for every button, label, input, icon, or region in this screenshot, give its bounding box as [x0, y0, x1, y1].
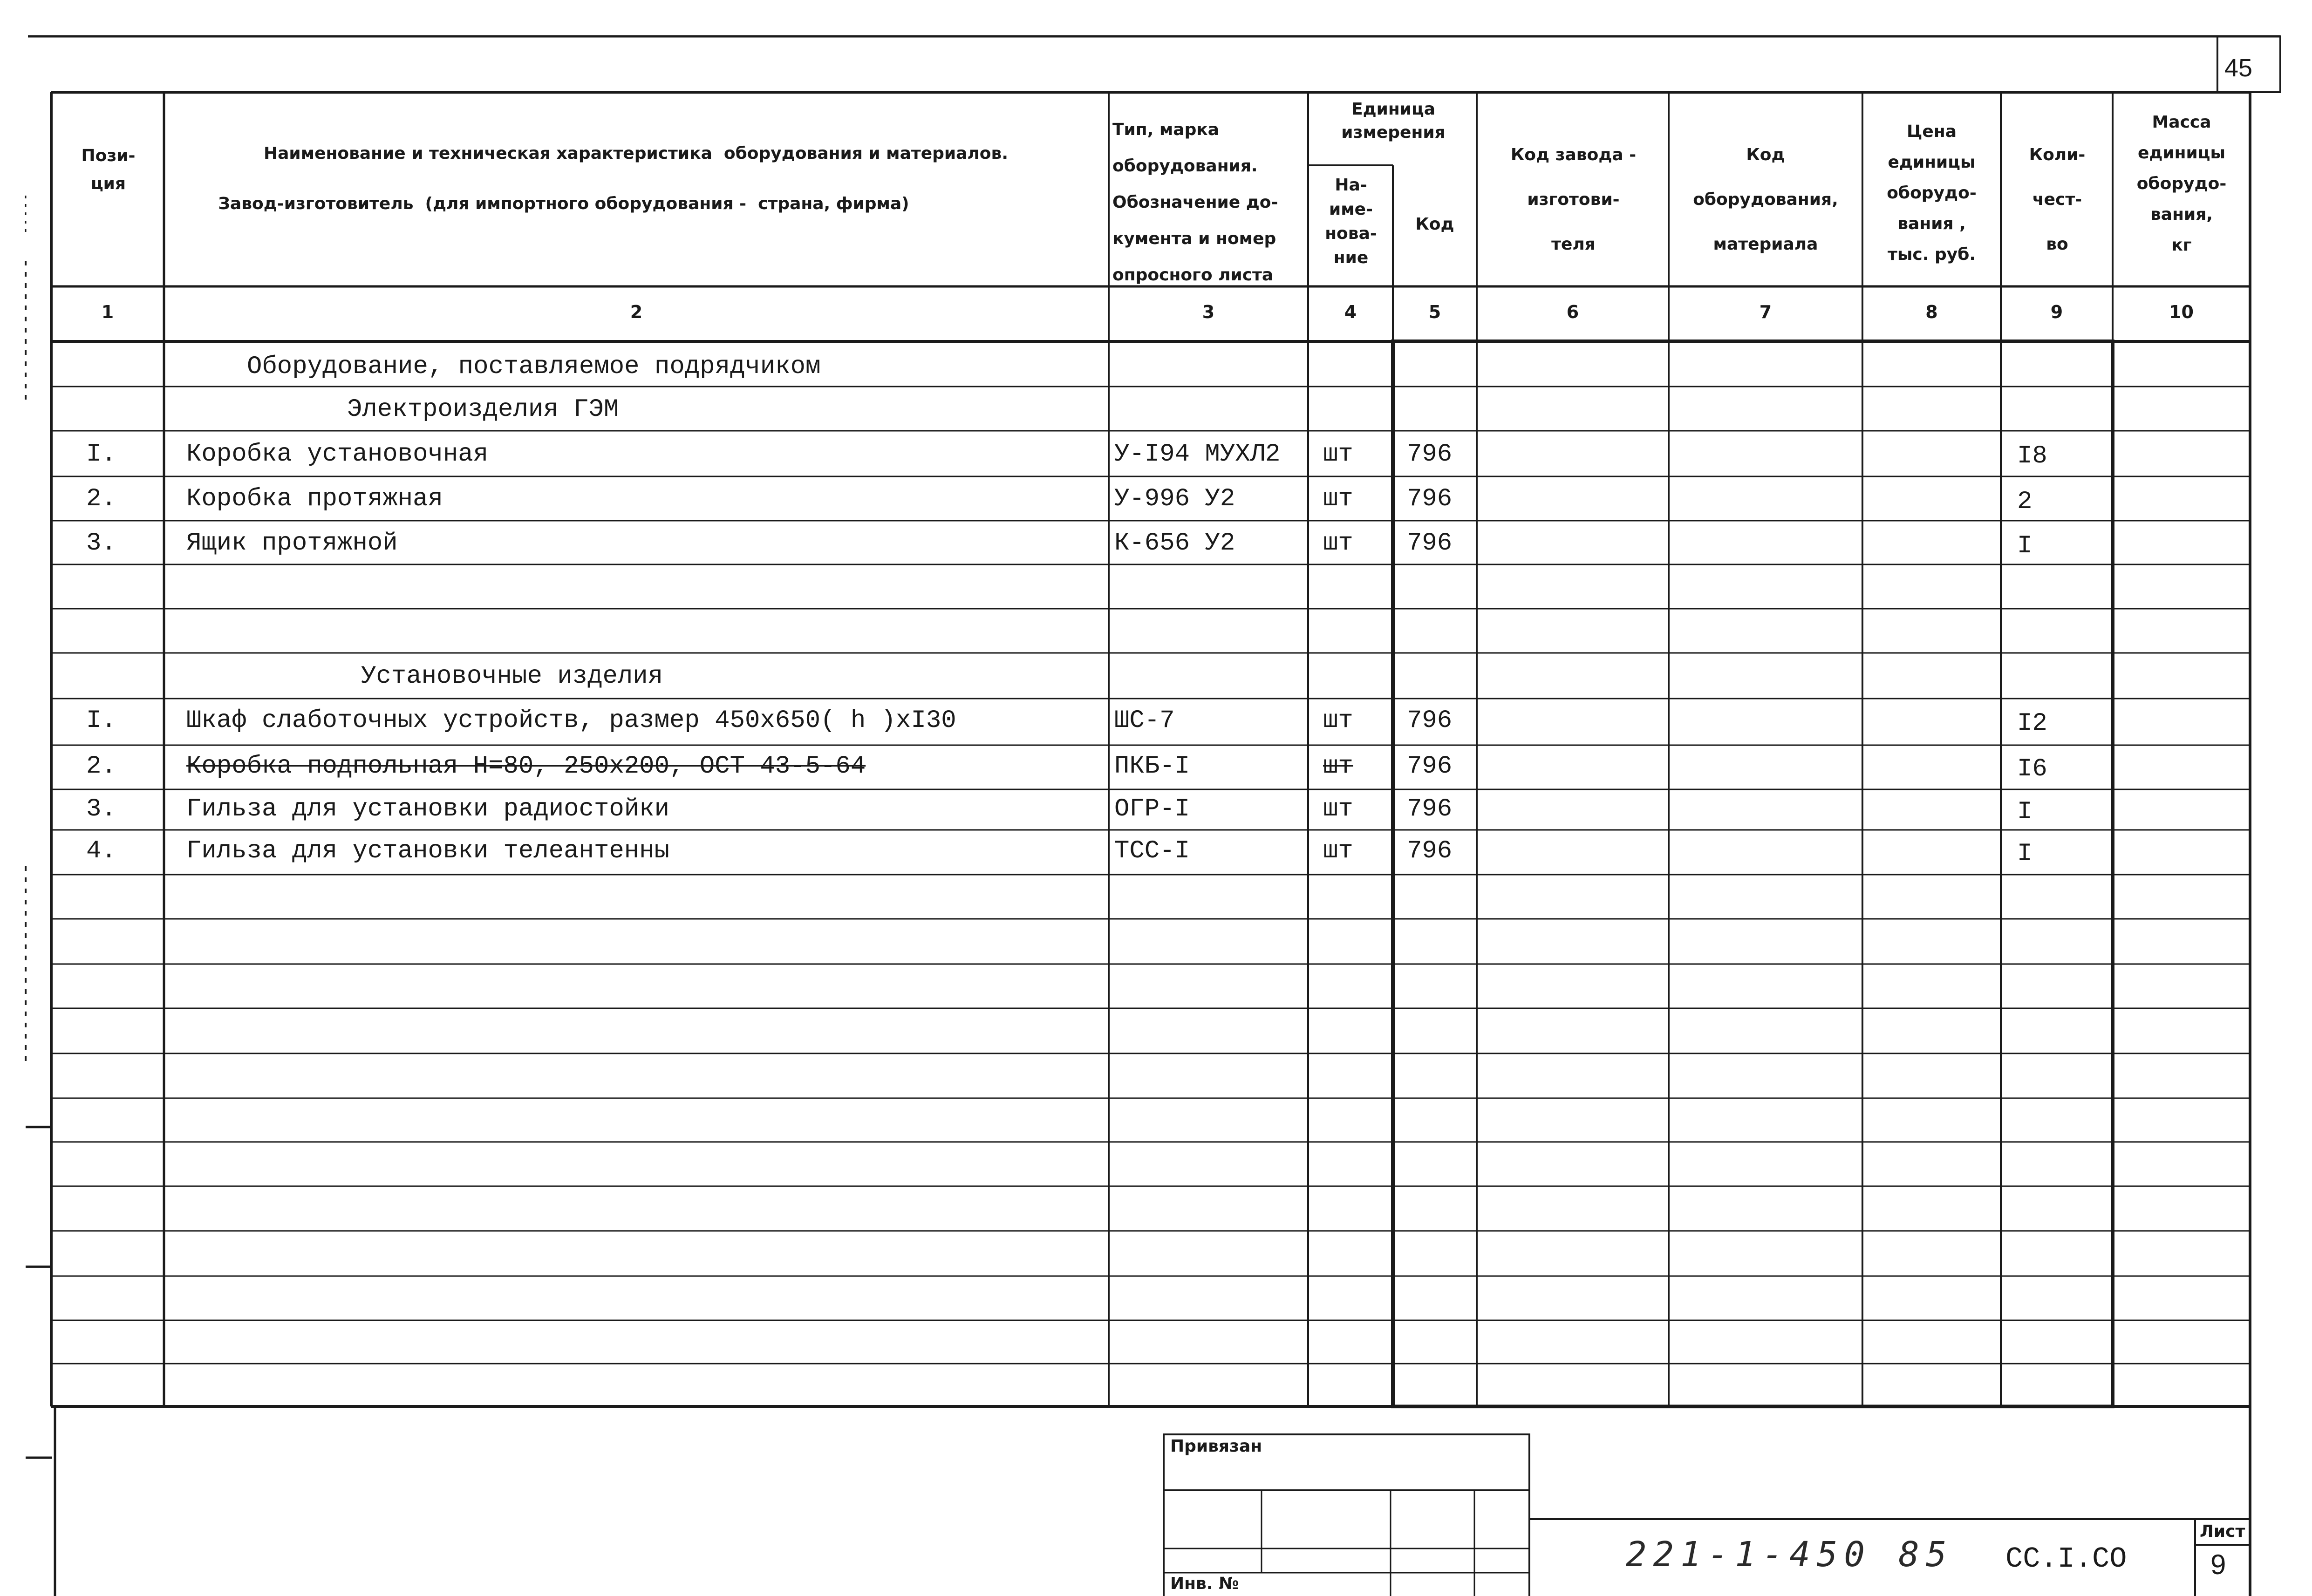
row-type: ШС-7	[1114, 706, 1175, 735]
row-type: ОГР-I	[1114, 795, 1190, 823]
stamp-sheet-number: 9	[2210, 1549, 2226, 1580]
header-type: Тип, марка оборудования. Обозначение до- кумента и номер опросного листа	[1112, 120, 1278, 285]
header-unit-group: Единица измерения	[1341, 100, 1446, 142]
row-unit: шт	[1323, 440, 1353, 469]
row-code: 796	[1407, 485, 1453, 513]
row-unit: шт	[1323, 706, 1353, 735]
header-mass: Масса единицы оборудо- вания, кг	[2136, 113, 2227, 255]
row-position: I.	[86, 440, 116, 469]
row-name: Коробка установочная	[186, 440, 489, 469]
row-qty: I2	[2017, 709, 2047, 738]
row-name: Шкаф слаботочных устройств, размер 450х650( h )хI30	[186, 706, 956, 735]
row-type: У-996 У2	[1114, 485, 1235, 513]
row-unit: шт	[1323, 795, 1353, 823]
header-quantity: Коли- чест- во	[2029, 145, 2086, 254]
page-number: 45	[2224, 54, 2253, 82]
row-type: К-656 У2	[1114, 529, 1235, 557]
section-title-electro: Электроизделия ГЭМ	[347, 395, 619, 424]
row-qty: I	[2017, 840, 2032, 868]
row-code: 796	[1407, 529, 1453, 557]
row-type: ПКБ-I	[1114, 752, 1190, 781]
row-unit: шт	[1323, 529, 1353, 557]
stamp-designation: СС.I.СО	[2005, 1542, 2127, 1576]
row-unit: шт	[1323, 752, 1353, 781]
header-factory-code: Код завода - изготови- теля	[1510, 145, 1637, 254]
column-number-4: 4	[1344, 302, 1357, 322]
row-name: Коробка подпольная Н=80, 250х200, ОСТ 43-5-64	[186, 752, 866, 781]
column-number-5: 5	[1428, 302, 1441, 322]
row-qty: I	[2017, 798, 2032, 826]
column-number-10: 10	[2169, 302, 2194, 322]
row-name: Гильза для установки телеантенны	[186, 837, 669, 865]
header-equipment-code: Код оборудования, материала	[1693, 145, 1838, 254]
column-number-3: 3	[1202, 302, 1215, 322]
row-unit: шт	[1323, 837, 1353, 865]
header-name-line2: Завод-изготовитель (для импортного оборудования - страна, фирма)	[218, 194, 909, 213]
section-title-install: Установочные изделия	[361, 662, 663, 691]
column-number-7: 7	[1759, 302, 1772, 322]
row-position: 4.	[86, 837, 116, 865]
row-name: Гильза для установки радиостойки	[186, 795, 669, 823]
column-number-9: 9	[2050, 302, 2063, 322]
stamp-doc-code: 221-1-450 85	[1626, 1535, 1953, 1575]
row-qty: I8	[2017, 442, 2047, 470]
header-position: Пози- ция	[81, 146, 136, 193]
header-name-line1: Наименование и техническая характеристика оборудования и материалов.	[264, 144, 1008, 163]
row-name: Ящик протяжной	[186, 529, 398, 557]
stamp-sheet-label: Лист	[2200, 1522, 2245, 1541]
row-position: 3.	[86, 795, 116, 823]
column-number-2: 2	[630, 302, 643, 322]
row-position: 2.	[86, 485, 116, 513]
row-position: 3.	[86, 529, 116, 557]
row-name: Коробка протяжная	[186, 485, 443, 513]
row-code: 796	[1407, 706, 1453, 735]
column-number-8: 8	[1925, 302, 1938, 322]
row-qty: 2	[2017, 488, 2032, 516]
row-qty: I6	[2017, 755, 2047, 783]
row-type: У-I94 МУХЛ2	[1114, 440, 1281, 469]
row-code: 796	[1407, 795, 1453, 823]
row-qty: I	[2017, 532, 2032, 560]
row-type: ТСС-I	[1114, 837, 1190, 865]
row-position: 2.	[86, 752, 116, 781]
row-code: 796	[1407, 752, 1453, 781]
stamp-attached-label: Привязан	[1170, 1437, 1262, 1456]
row-code: 796	[1407, 440, 1453, 469]
header-price: Цена единицы оборудо- вания , тыс. руб.	[1887, 122, 1977, 264]
header-unit-name: На- име- нова- ние	[1325, 176, 1377, 267]
row-unit: шт	[1323, 485, 1353, 513]
column-number-1: 1	[101, 302, 114, 322]
row-position: I.	[86, 706, 116, 735]
section-title-contractor: Оборудование, поставляемое подрядчиком	[247, 353, 821, 381]
row-code: 796	[1407, 837, 1453, 865]
stamp-inv-label: Инв. №	[1170, 1574, 1239, 1593]
column-number-6: 6	[1566, 302, 1579, 322]
header-unit-code: Код	[1415, 215, 1454, 234]
